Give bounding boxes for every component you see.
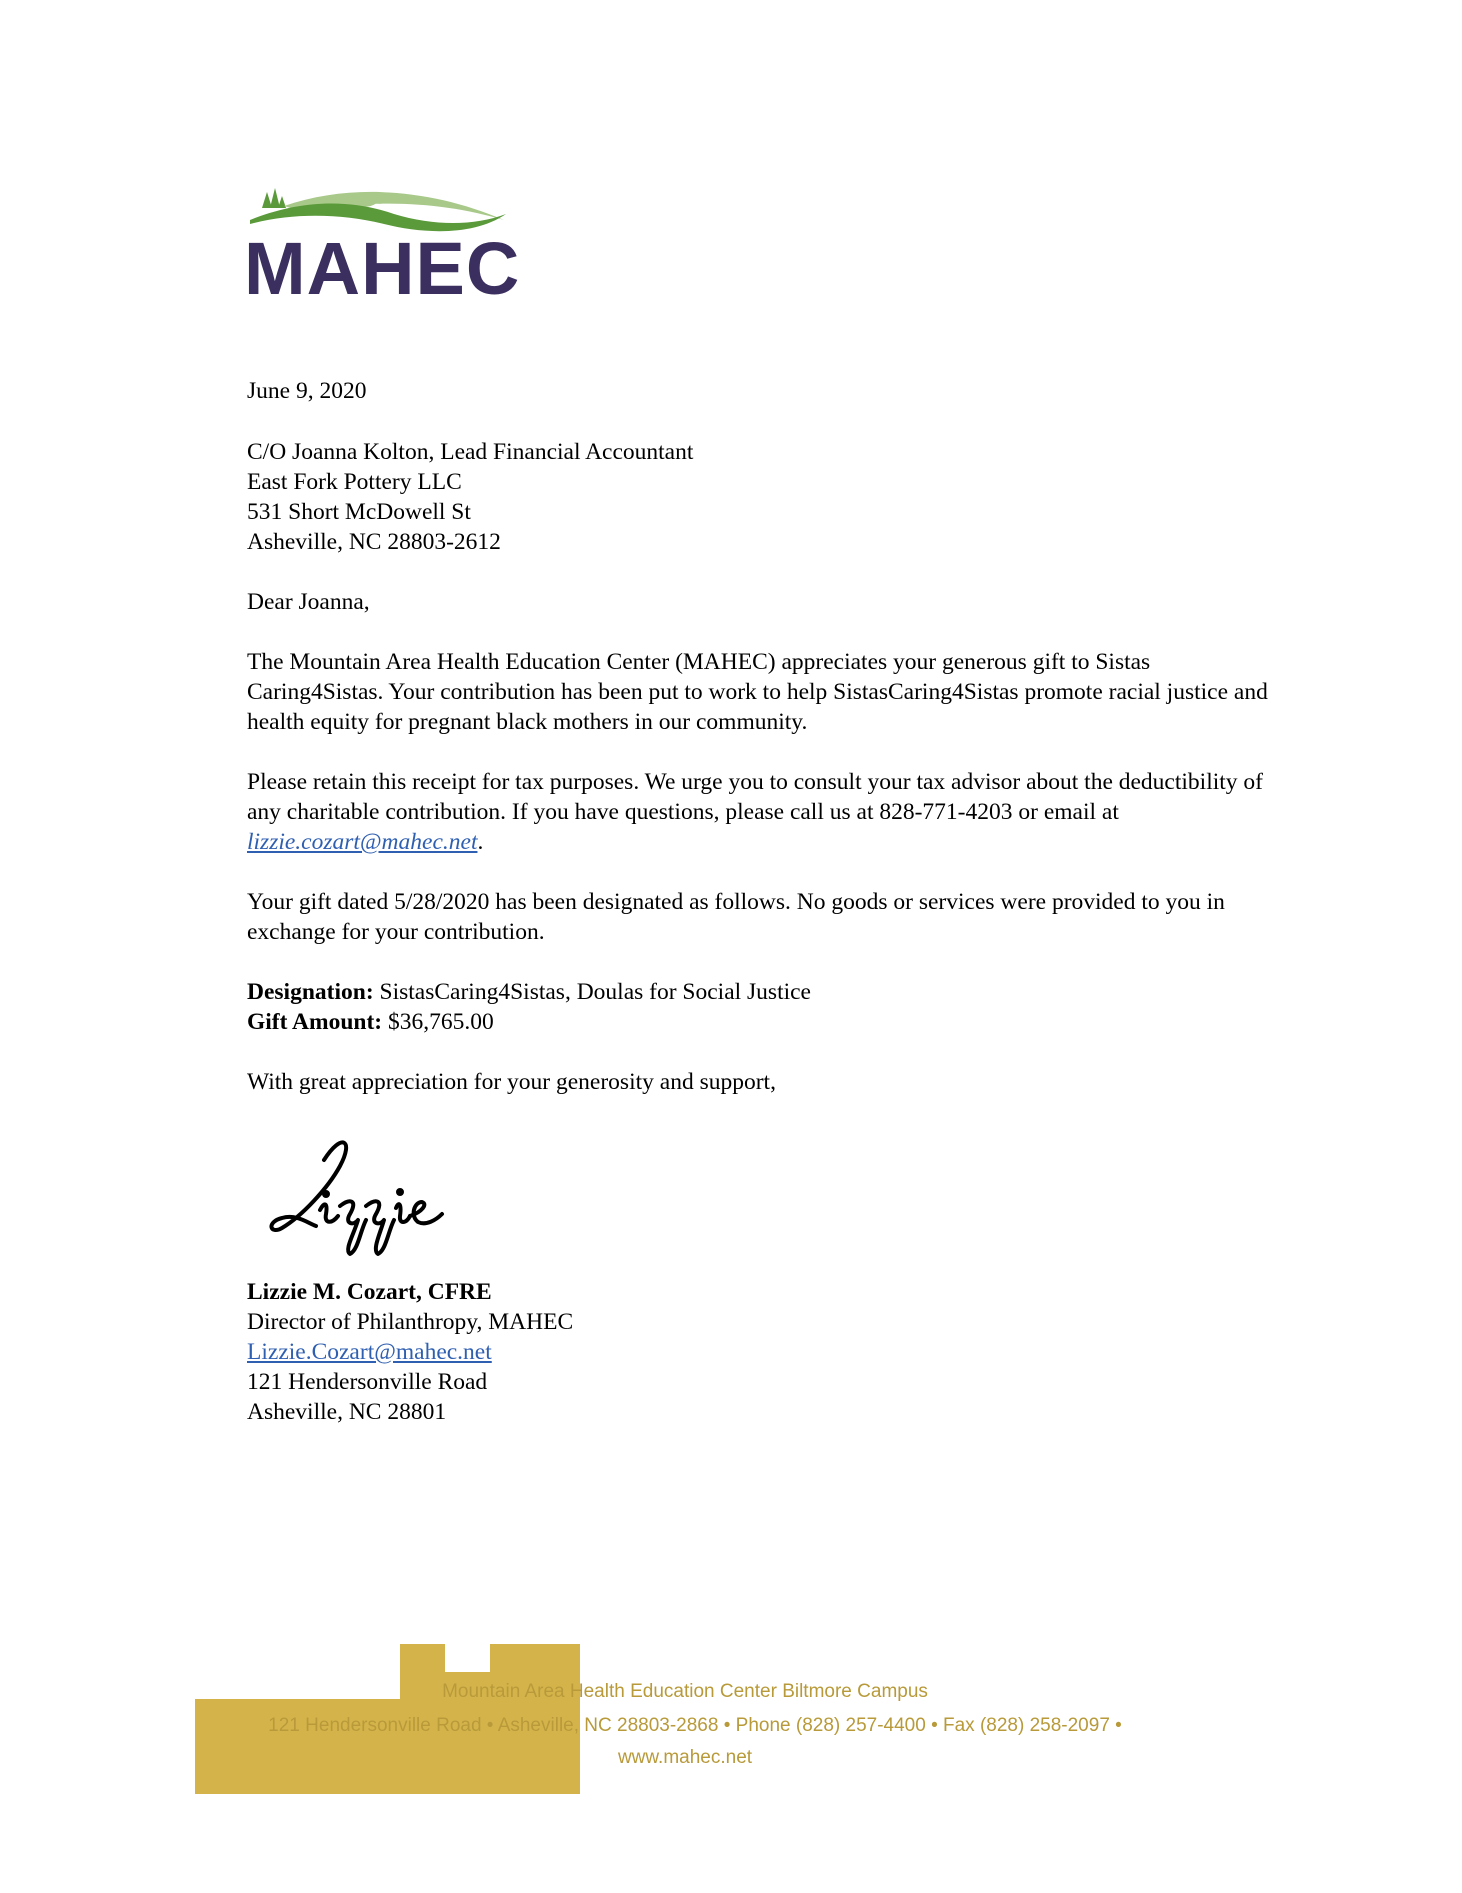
footer-website: www.mahec.net [617, 1747, 753, 1768]
signer-title: Director of Philanthropy, MAHEC [247, 1309, 574, 1335]
signer-email-link[interactable]: Lizzie.Cozart@mahec.net [247, 1339, 492, 1365]
signer-block [247, 1277, 573, 1427]
recipient-line: East Fork Pottery LLC [247, 469, 462, 495]
designation-label: Designation: [247, 979, 374, 1005]
designation-row [247, 977, 811, 1007]
recipient-line: C/O Joanna Kolton, Lead Financial Accountant [247, 439, 694, 465]
amount-label: Gift Amount: [247, 1009, 383, 1035]
footer-campus-name: Mountain Area Health Education Center Biltmore Campus [442, 1681, 928, 1702]
logo-wordmark: MAHEC [244, 227, 521, 310]
footer-contact-line: 121 Hendersonville Road • Asheville, NC 28803-2868 • Phone (828) 257-4400 • Fax (828) 258-2097 • [268, 1715, 1122, 1736]
gift-details [247, 977, 811, 1037]
paragraph-text: Please retain this receipt for tax purposes. We urge you to consult your tax advisor about the deductibility of any charitable contribution. If you have questions, please call us at 828-771-4203 or email at [247, 769, 1263, 825]
signer-name: Lizzie M. Cozart, CFRE [247, 1279, 492, 1305]
recipient-line: 531 Short McDowell St [247, 499, 471, 525]
body-paragraph: The Mountain Area Health Education Center (MAHEC) appreciates your generous gift to Sistas Caring4Sistas. Your contribution has been put to work to help SistasCaring4Sistas promote racial justice and health equity for pregnant black mothers in our community. [247, 649, 1268, 735]
body-paragraph: Your gift dated 5/28/2020 has been designated as follows. No goods or services were provided to you in exchange for your contribution. [247, 889, 1225, 945]
handwritten-signature [262, 1130, 457, 1260]
paragraph-text: . [477, 829, 484, 855]
letter-date: June 9, 2020 [247, 378, 367, 404]
letterhead-footer [195, 1644, 1195, 1794]
salutation: Dear Joanna, [247, 589, 370, 615]
amount-row [247, 1007, 811, 1037]
designation-value: SistasCaring4Sistas, Doulas for Social Justice [373, 979, 811, 1005]
recipient-address [247, 437, 693, 557]
signer-address: 121 Hendersonville Road [247, 1369, 488, 1395]
recipient-line: Asheville, NC 28803-2612 [247, 529, 501, 555]
amount-value: $36,765.00 [382, 1009, 494, 1035]
mahec-logo [244, 180, 521, 310]
signer-address: Asheville, NC 28801 [247, 1399, 447, 1425]
email-link[interactable]: lizzie.cozart@mahec.net [247, 829, 478, 855]
body-paragraph [247, 767, 1287, 857]
closing: With great appreciation for your generosity and support, [247, 1069, 776, 1095]
